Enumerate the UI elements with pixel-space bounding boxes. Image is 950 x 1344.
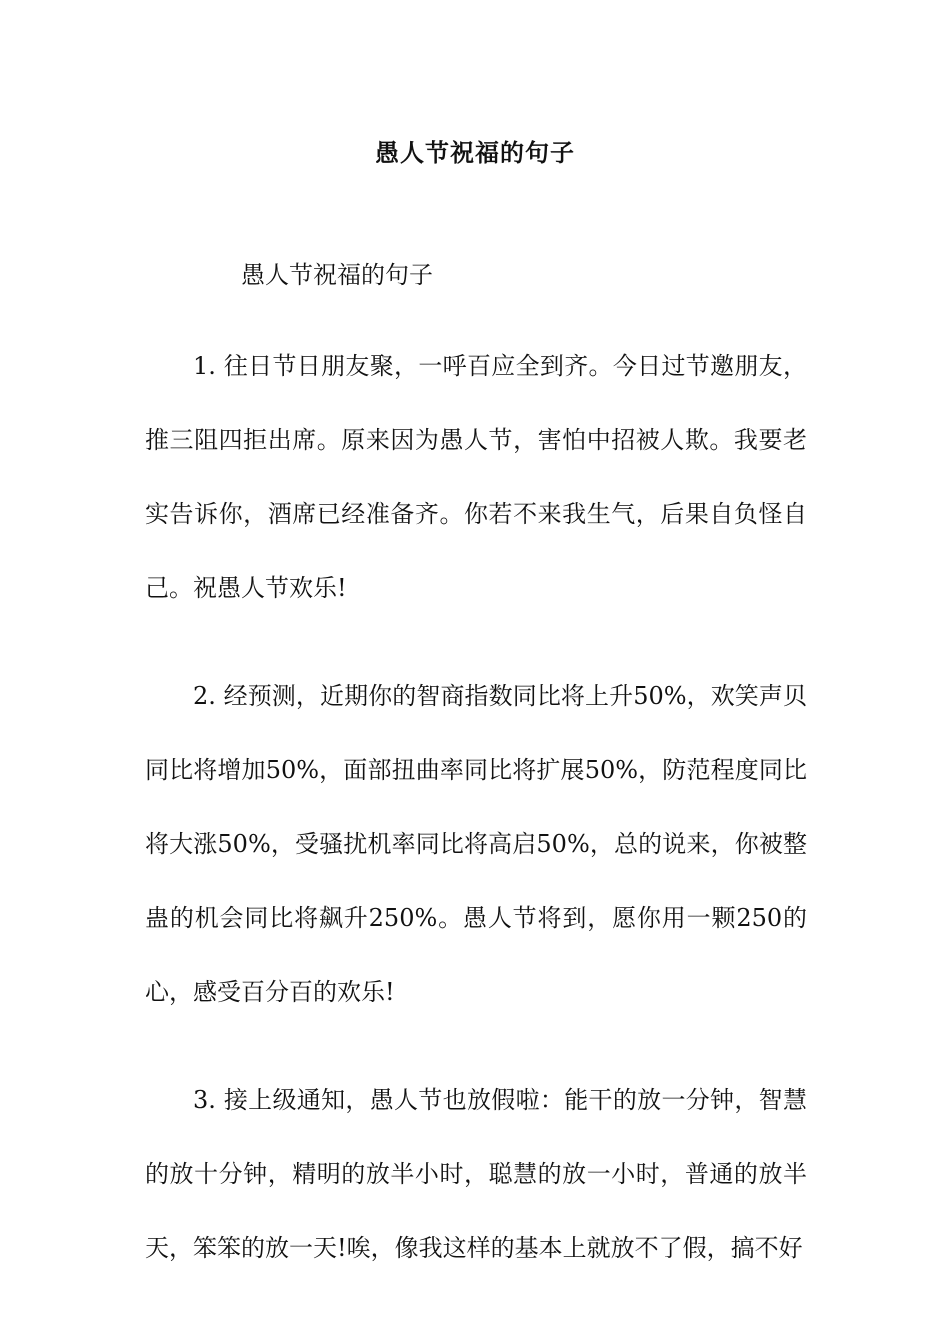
document-subtitle: 愚人节祝福的句子: [241, 261, 433, 289]
paragraph-3: 3. 接上级通知，愚人节也放假啦：能干的放一分钟，智慧的放十分钟，精明的放半小时，聪慧的放一小时，普通的放半天，笨笨的放一天!唉，像我这样的基本上就放不了假，搞不好: [145, 1086, 807, 1262]
paragraph-2: 2. 经预测，近期你的智商指数同比将上升50%，欢笑声贝同比将增加50%，面部扭曲率同比将扩展50%，防范程度同比将大涨50%，受骚扰机率同比将高启50%，总的说来，你被整蛊的机会同比将飙升250%。愚人节将到，愿你用一颗250的心，感受百分百的欢乐!: [145, 682, 807, 1006]
paragraph-1: 1. 往日节日朋友聚，一呼百应全到齐。今日过节邀朋友，推三阻四拒出席。原来因为愚人节，害怕中招被人欺。我要老实告诉你，酒席已经准备齐。你若不来我生气，后果自负怪自己。祝愚人节欢乐!: [145, 352, 807, 602]
document-body: [145, 255, 807, 1285]
document-title: 愚人节祝福的句子: [375, 138, 575, 167]
